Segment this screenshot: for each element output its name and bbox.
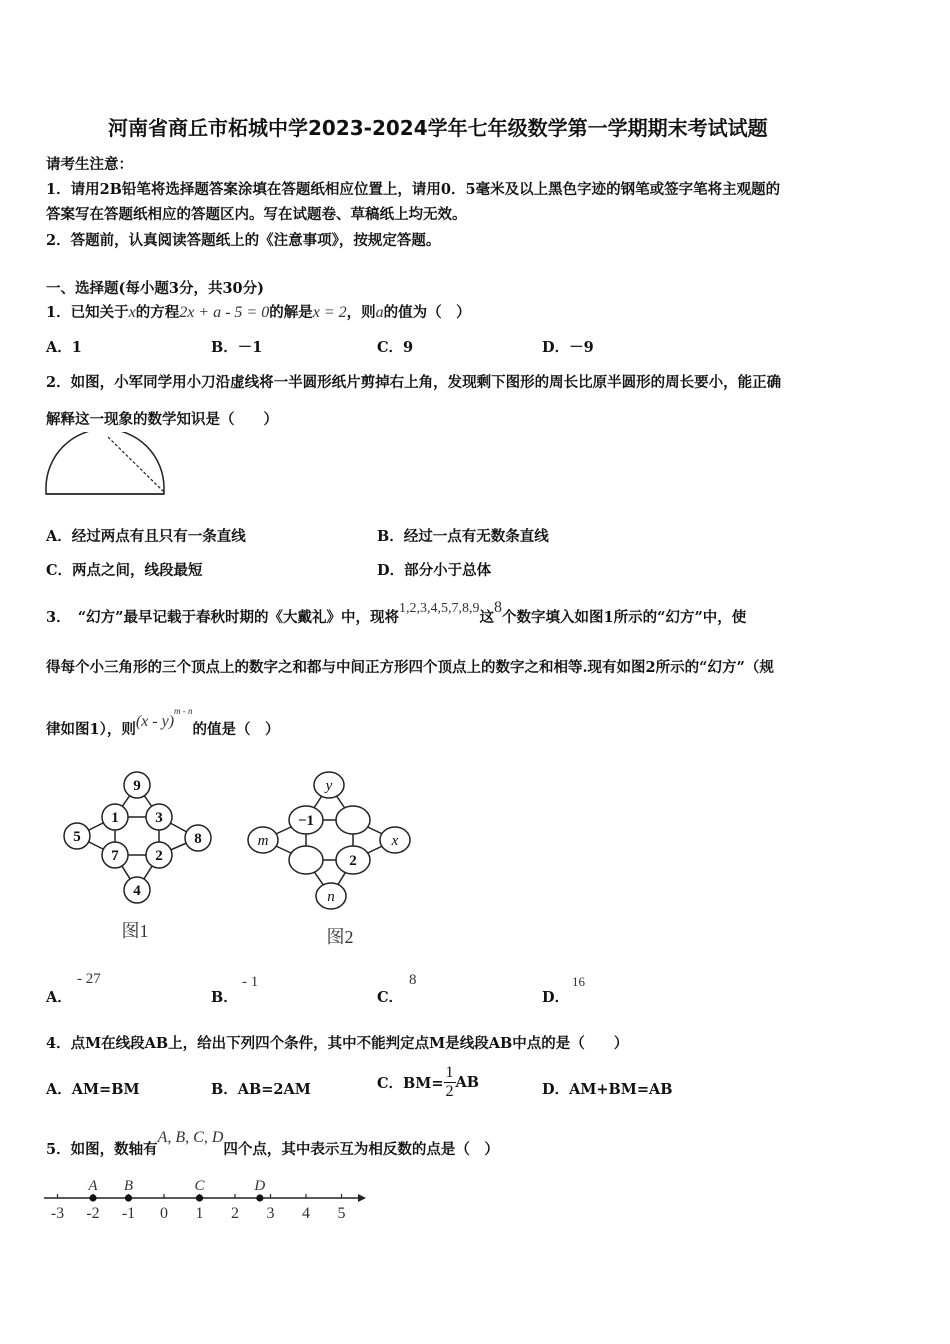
- axis-point-label: D: [254, 1178, 266, 1194]
- fig1-node-4: 4: [133, 883, 141, 899]
- q2-option-c: C．两点之间，线段最短: [46, 562, 203, 579]
- q4-option-c: [377, 1064, 479, 1101]
- q1-option-c: C．9: [377, 339, 414, 356]
- fig2-node-minus1: −1: [297, 813, 315, 829]
- axis-tick-label: 5: [337, 1205, 346, 1222]
- q1-equation: 2x + a - 5 = 0: [179, 304, 270, 321]
- fig2-node-m: m: [257, 833, 269, 849]
- q3-option-a-value: - 27: [77, 971, 101, 987]
- q4-option-c-prefix: C．BM=: [377, 1075, 444, 1092]
- fig2-node-2: 2: [349, 853, 357, 869]
- fig2-caption: 图2: [326, 927, 354, 947]
- q3-option-a-label: A．: [46, 989, 72, 1006]
- q3-option-b-value: - 1: [242, 974, 259, 990]
- q3-expr-exponent: m - n: [174, 706, 193, 716]
- q2-option-a: A．经过两点有且只有一条直线: [46, 528, 246, 545]
- fig1-node-8: 8: [194, 831, 202, 847]
- notice-line-1: 1．请用2B铅笔将选择题答案涂填在答题纸相应位置上，请用0．5毫米及以上黑色字迹的钢笔或签字笔将主观题的: [46, 181, 781, 198]
- axis-point-label: A: [88, 1178, 98, 1194]
- q2-option-d: D．部分小于总体: [377, 562, 492, 579]
- fig1-node-2: 2: [155, 848, 163, 864]
- q4-option-d: D．AM+BM=AB: [542, 1081, 673, 1098]
- axis-tick-label: 4: [302, 1205, 310, 1222]
- q4-text: 4．点M在线段AB上，给出下列四个条件，其中不能判定点M是线段AB中点的是（ ）: [46, 1035, 629, 1052]
- question-5: [46, 1129, 499, 1159]
- q1-mid2: 的解是: [269, 304, 313, 321]
- q5-prefix: 5．如图，数轴有: [46, 1141, 158, 1158]
- q1-suffix: 的值为（ ）: [383, 304, 471, 321]
- q5-points: A, B, C, D: [157, 1129, 224, 1146]
- q3-suffix: 个数字填入如图1所示的“幻方”中，使: [502, 609, 747, 626]
- magic-figure-1: [55, 765, 225, 945]
- axis-tick-label: -2: [86, 1205, 100, 1222]
- axis-point: [125, 1194, 132, 1201]
- q5-suffix: 四个点，其中表示互为相反数的点是（ ）: [223, 1141, 499, 1158]
- q3-option-c-value: 8: [409, 972, 417, 988]
- q3-option-d-label: D．: [542, 989, 570, 1006]
- section-heading: 一、选择题(每小题3分，共30分): [46, 280, 264, 297]
- fraction-numerator: 1: [445, 1064, 454, 1081]
- axis-point: [256, 1194, 263, 1201]
- q3-line3-prefix: 律如图1），则: [46, 721, 136, 738]
- fig1-node-9: 9: [133, 778, 141, 794]
- q2-line-2: 解释这一现象的数学知识是（ ）: [46, 411, 278, 428]
- fig1-node-3: 3: [155, 810, 163, 826]
- semicircle-figure: [40, 432, 175, 504]
- fig2-node-y: y: [325, 778, 333, 794]
- axis-point: [196, 1194, 203, 1201]
- q1-option-a: A．1: [46, 339, 82, 356]
- q3-line-3: [46, 706, 280, 739]
- q1-prefix: 1．已知关于: [46, 304, 129, 321]
- axis-tick-label: 2: [231, 1205, 239, 1222]
- q3-prefix: 3． “幻方”最早记载于春秋时期的《大戴礼》中，现将: [46, 609, 400, 626]
- notice-heading: 请考生注意：: [46, 156, 133, 173]
- q3-line3-suffix: 的值是（ ）: [192, 721, 280, 738]
- q3-count: 8: [494, 599, 503, 616]
- fig1-caption: 图1: [121, 921, 149, 941]
- q3-expr-base: (x - y): [135, 713, 175, 730]
- magic-figure-2: [243, 765, 418, 950]
- fig2-node-n: n: [327, 889, 335, 905]
- page-title: 河南省商丘市柘城中学2023-2024学年七年级数学第一学期期末考试试题: [108, 116, 768, 140]
- axis-tick-label: 0: [160, 1205, 168, 1222]
- fig1-node-5: 5: [73, 829, 81, 845]
- q1-option-b: B．－1: [211, 339, 263, 356]
- q1-mid3: ，则: [346, 304, 376, 321]
- axis-tick-label: -1: [121, 1205, 136, 1222]
- fraction-denominator: 2: [445, 1083, 454, 1100]
- axis-point-label: B: [123, 1178, 134, 1194]
- q3-option-c-label: C．: [377, 989, 404, 1006]
- axis-tick-label: -3: [50, 1205, 65, 1222]
- q2-option-b: B．经过一点有无数条直线: [377, 528, 549, 545]
- q1-var-a: a: [375, 304, 384, 321]
- fig1-node-1: 1: [111, 810, 119, 826]
- axis-arrow: [358, 1194, 366, 1202]
- q2-line-1: 2．如图，小军同学用小刀沿虚线将一半圆形纸片剪掉右上角，发现剩下图形的周长比原半圆形的周长要小，能正确: [46, 374, 782, 391]
- q1-mid1: 的方程: [135, 304, 180, 321]
- axis-tick-label: 3: [266, 1205, 275, 1222]
- notice-line-2: 答案写在答题纸相应的答题区内。写在试题卷、草稿纸上均无效。: [46, 206, 467, 223]
- axis-tick-label: 1: [195, 1205, 204, 1222]
- q4-option-c-fraction: [444, 1064, 456, 1101]
- q4-option-b: B．AB=2AM: [211, 1081, 311, 1098]
- fig1-node-7: 7: [111, 848, 119, 864]
- axis-point-label: C: [194, 1178, 205, 1194]
- q3-option-d-value: 16: [572, 974, 585, 989]
- q3-line-2: 得每个小三角形的三个顶点上的数字之和都与中间正方形四个顶点上的数字之和相等.现有如图2所示的“幻方”（规: [46, 659, 774, 676]
- q1-solution: x = 2: [312, 304, 347, 321]
- q1-option-d: D．－9: [542, 339, 594, 356]
- axis-point: [89, 1194, 96, 1201]
- q3-numbers: 1,2,3,4,5,7,8,9: [399, 601, 480, 616]
- notice-line-3: 2．答题前，认真阅读答题纸上的《注意事项》，按规定答题。: [46, 232, 441, 249]
- number-line: [40, 1176, 370, 1224]
- fig2-node-x: x: [391, 833, 399, 849]
- q3-option-b-label: B．: [211, 989, 238, 1006]
- q1-var-x: x: [128, 304, 136, 321]
- q4-option-c-suffix: AB: [455, 1074, 480, 1091]
- q3-line-1: [46, 599, 747, 627]
- question-1: [46, 301, 471, 322]
- q3-mid: 这: [479, 609, 495, 626]
- q4-option-a: A．AM=BM: [46, 1081, 140, 1098]
